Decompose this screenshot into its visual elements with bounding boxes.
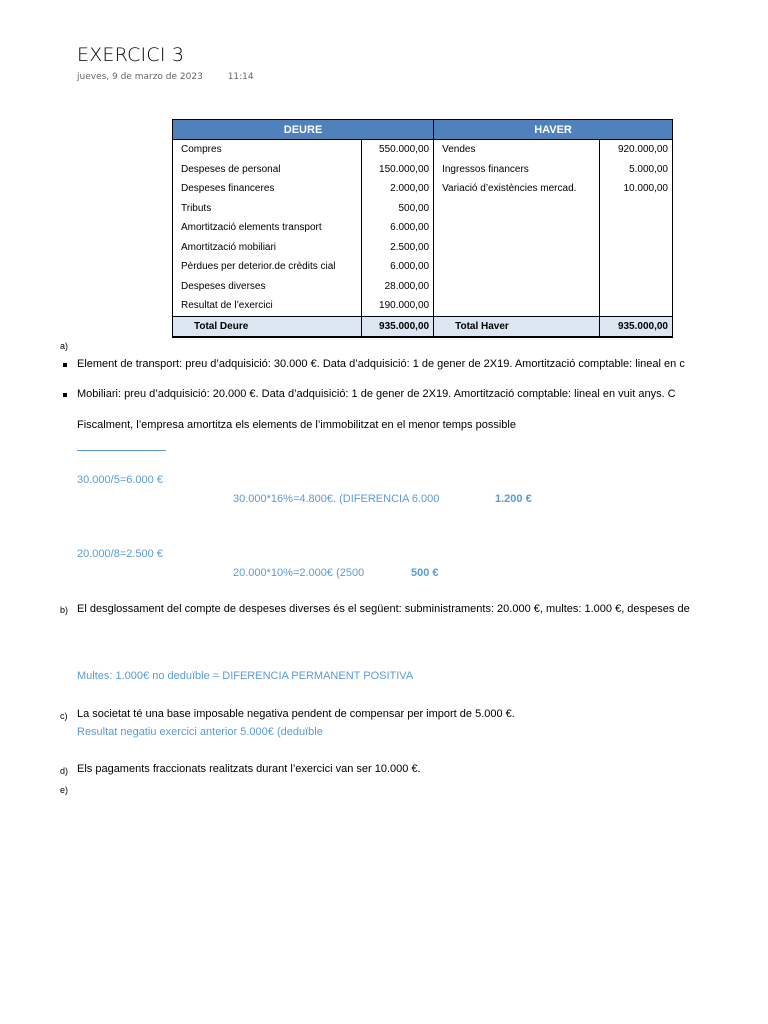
section-d-label: d) bbox=[60, 766, 69, 776]
deure-label: Amortització mobiliari bbox=[173, 238, 362, 258]
deure-label: Despeses diverses bbox=[173, 277, 362, 297]
deure-label: Despeses financeres bbox=[173, 179, 362, 199]
section-d-text: Els pagaments fraccionats realitzats durant l’exercici van ser 10.000 €. bbox=[77, 763, 421, 775]
table-row bbox=[173, 296, 673, 316]
bullet-icon bbox=[63, 393, 67, 397]
deure-value: 550.000,00 bbox=[361, 140, 434, 160]
deure-value: 2.500,00 bbox=[361, 238, 434, 258]
table-row bbox=[173, 218, 673, 238]
haver-value bbox=[600, 238, 673, 258]
section-c-label: c) bbox=[60, 711, 68, 721]
profit-loss-table bbox=[172, 119, 673, 338]
divider bbox=[77, 450, 166, 451]
haver-header: HAVER bbox=[434, 120, 673, 140]
haver-label bbox=[434, 277, 600, 297]
page-time: 11:14 bbox=[227, 72, 254, 82]
deure-value: 2.000,00 bbox=[361, 179, 434, 199]
bullet-icon bbox=[63, 363, 67, 367]
calc-transport-result: 1.200 € bbox=[495, 493, 532, 505]
section-c-text: La societat té una base imposable negativa pendent de compensar per import de 5.000 €. bbox=[77, 708, 515, 720]
table-row bbox=[173, 140, 673, 160]
section-a-label: a) bbox=[60, 341, 69, 351]
table-row bbox=[173, 179, 673, 199]
table-row bbox=[173, 277, 673, 297]
haver-label bbox=[434, 238, 600, 258]
deure-value: 6.000,00 bbox=[361, 218, 434, 238]
deure-label: Amortització elements transport bbox=[173, 218, 362, 238]
haver-value bbox=[600, 296, 673, 316]
deure-value: 190.000,00 bbox=[361, 296, 434, 316]
deure-value: 150.000,00 bbox=[361, 160, 434, 180]
haver-value: 5.000,00 bbox=[600, 160, 673, 180]
haver-value: 920.000,00 bbox=[600, 140, 673, 160]
haver-label bbox=[434, 199, 600, 219]
haver-value bbox=[600, 199, 673, 219]
table-body bbox=[173, 140, 673, 317]
table-row bbox=[173, 257, 673, 277]
total-row bbox=[173, 316, 673, 337]
deure-label: Pèrdues per deterior.de crèdits cial bbox=[173, 257, 362, 277]
calc-furniture-fiscal: 20.000*10%=2.000€ (2500 bbox=[233, 567, 365, 579]
page-date: jueves, 9 de marzo de 2023 bbox=[77, 72, 203, 82]
haver-value bbox=[600, 277, 673, 297]
calc-transport-accounting: 30.000/5=6.000 € bbox=[77, 474, 163, 486]
section-b-note: Multes: 1.000€ no deduïble = DIFERENCIA PERMANENT POSITIVA bbox=[77, 670, 414, 682]
table-row bbox=[173, 238, 673, 258]
section-b-label: b) bbox=[60, 605, 69, 615]
calc-transport-fiscal: 30.000*16%=4.800€. (DIFERENCIA 6.000 bbox=[233, 493, 440, 505]
haver-label bbox=[434, 296, 600, 316]
deure-label: Despeses de personal bbox=[173, 160, 362, 180]
furniture-text: Mobiliari: preu d’adquisició: 20.000 €. Data d’adquisició: 1 de gener de 2X19. Amortització comptable: lineal en vuit anys. C bbox=[77, 388, 676, 400]
total-haver-value: 935.000,00 bbox=[600, 316, 673, 337]
total-haver-label: Total Haver bbox=[434, 316, 600, 337]
haver-value bbox=[600, 257, 673, 277]
calc-furniture-result: 500 € bbox=[411, 567, 439, 579]
section-e-label: e) bbox=[60, 785, 69, 795]
transport-element-text: Element de transport: preu d’adquisició: 30.000 €. Data d’adquisició: 1 de gener de 2X19. Amortització comptable: lineal en c bbox=[77, 358, 685, 370]
deure-header: DEURE bbox=[173, 120, 434, 140]
deure-value: 28.000,00 bbox=[361, 277, 434, 297]
haver-value: 10.000,00 bbox=[600, 179, 673, 199]
haver-label: Ingressos financers bbox=[434, 160, 600, 180]
total-deure-label: Total Deure bbox=[173, 316, 362, 337]
haver-label bbox=[434, 218, 600, 238]
calc-furniture-accounting: 20.000/8=2.500 € bbox=[77, 548, 163, 560]
deure-label: Compres bbox=[173, 140, 362, 160]
section-c-note: Resultat negatiu exercici anterior 5.000€ (deduïble bbox=[77, 726, 323, 738]
haver-label: Vendes bbox=[434, 140, 600, 160]
haver-label bbox=[434, 257, 600, 277]
section-b-text: El desglossament del compte de despeses diverses és el següent: subministraments: 20.000 €, multes: 1.000 €, despeses de bbox=[77, 603, 690, 615]
fiscal-text: Fiscalment, l’empresa amortitza els elements de l’immobilitzat en el menor temps possible bbox=[77, 419, 516, 431]
table-row bbox=[173, 160, 673, 180]
haver-value bbox=[600, 218, 673, 238]
total-deure-value: 935.000,00 bbox=[361, 316, 434, 337]
page-title: EXERCICI 3 bbox=[77, 44, 185, 66]
deure-value: 500,00 bbox=[361, 199, 434, 219]
deure-label: Tributs bbox=[173, 199, 362, 219]
table-row bbox=[173, 199, 673, 219]
haver-label: Variació d’existències mercad. bbox=[434, 179, 600, 199]
deure-value: 6.000,00 bbox=[361, 257, 434, 277]
page-metadata bbox=[77, 72, 254, 82]
deure-label: Resultat de l’exercici bbox=[173, 296, 362, 316]
